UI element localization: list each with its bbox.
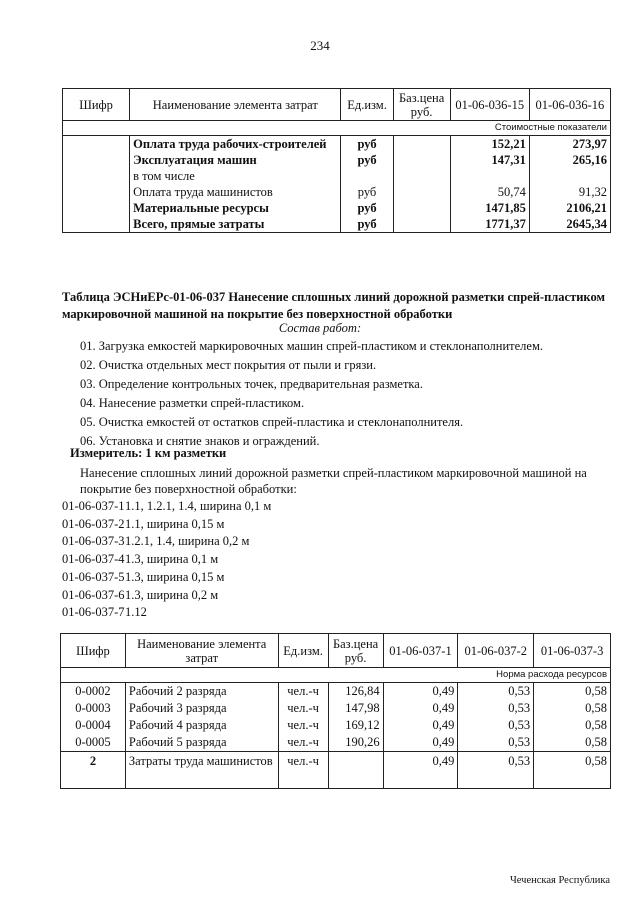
price-cell — [393, 136, 450, 153]
value-cell: 2645,34 — [529, 216, 610, 233]
value-cell: 0,49 — [383, 700, 458, 717]
code-number: 01-06-037-3 — [62, 534, 125, 549]
unit-cell: чел.-ч — [278, 752, 328, 789]
unit-cell — [341, 168, 393, 184]
code-description: 1.1, 1.2.1, 1.4, ширина 0,1 м — [125, 499, 272, 513]
work-item: 03. Определение контрольных точек, предварительная разметка. — [80, 377, 423, 391]
value-cell: 0,49 — [383, 752, 458, 789]
unit-cell: чел.-ч — [278, 734, 328, 752]
table-row — [61, 717, 611, 734]
header-cell: Наименование элемента затрат — [130, 89, 341, 121]
code-item — [62, 587, 271, 605]
name-cell: Оплата труда рабочих-строителей — [130, 136, 341, 153]
work-list — [80, 337, 543, 451]
header-cell: 01-06-037-1 — [383, 634, 458, 668]
resource-table — [60, 633, 611, 789]
value-cell: 0,58 — [534, 717, 611, 734]
name-cell: Затраты труда машинистов — [125, 752, 278, 789]
header-cell: Шифр — [63, 89, 130, 121]
measure-unit: Измеритель: 1 км разметки — [70, 446, 227, 460]
table-subheader: Норма расхода ресурсов — [61, 668, 611, 683]
table-row — [61, 752, 611, 789]
work-item: 05. Очистка емкостей от остатков спрей-пластика и стеклонаполнителя. — [80, 415, 464, 429]
page-number: 234 — [310, 38, 330, 53]
table-row — [63, 168, 611, 184]
table-row — [61, 734, 611, 752]
name-cell: в том числе — [130, 168, 341, 184]
name-cell: Материальные ресурсы — [130, 200, 341, 216]
value-cell: 0,58 — [534, 683, 611, 701]
cost-table — [62, 88, 611, 233]
value-cell — [450, 168, 529, 184]
price-cell: 190,26 — [328, 734, 383, 752]
name-cell: Оплата труда машинистов — [130, 184, 341, 200]
unit-cell: руб — [341, 152, 393, 168]
price-cell: 169,12 — [328, 717, 383, 734]
code-cell — [63, 216, 130, 233]
unit-cell: чел.-ч — [278, 683, 328, 701]
value-cell: 0,53 — [458, 717, 534, 734]
value-cell: 91,32 — [529, 184, 610, 200]
header-cell: Баз.цена руб. — [393, 89, 450, 121]
code-description: 1.3, ширина 0,15 м — [125, 569, 225, 584]
code-cell — [63, 136, 130, 153]
header-cell: 01-06-036-15 — [450, 89, 529, 121]
value-cell: 0,53 — [458, 734, 534, 752]
value-cell: 152,21 — [450, 136, 529, 153]
value-cell: 1471,85 — [450, 200, 529, 216]
code-description: 1.1, ширина 0,15 м — [125, 516, 225, 531]
table-row — [63, 152, 611, 168]
table-row — [63, 216, 611, 233]
table-subheader: Стоимостные показатели — [63, 121, 611, 136]
name-cell: Всего, прямые затраты — [130, 216, 341, 233]
price-cell — [328, 752, 383, 789]
code-item — [62, 551, 271, 569]
price-cell — [393, 152, 450, 168]
code-number: 01-06-037-7 — [62, 605, 125, 620]
value-cell: 0,58 — [534, 752, 611, 789]
header-cell: 01-06-036-16 — [529, 89, 610, 121]
name-cell: Рабочий 2 разряда — [125, 683, 278, 701]
name-cell: Рабочий 3 разряда — [125, 700, 278, 717]
price-cell — [393, 168, 450, 184]
price-cell — [393, 184, 450, 200]
name-cell: Рабочий 5 разряда — [125, 734, 278, 752]
code-cell — [63, 168, 130, 184]
unit-cell: руб — [341, 216, 393, 233]
code-description: 1.2.1, 1.4, ширина 0,2 м — [125, 534, 250, 549]
work-composition-heading: Состав работ: — [278, 321, 362, 335]
value-cell: 0,53 — [458, 752, 534, 789]
section-description: Нанесение сплошных линий дорожной разметки спрей-пластиком маркировочной машиной на покрытие без поверхностной обработки: — [80, 466, 587, 496]
header-cell: Ед.изм. — [278, 634, 328, 668]
value-cell: 147,31 — [450, 152, 529, 168]
name-cell: Рабочий 4 разряда — [125, 717, 278, 734]
table-row — [63, 200, 611, 216]
code-list — [62, 498, 271, 622]
price-cell: 126,84 — [328, 683, 383, 701]
code-item — [62, 498, 271, 516]
unit-cell: руб — [341, 184, 393, 200]
table-row — [61, 683, 611, 701]
code-cell: 0-0002 — [61, 683, 126, 701]
unit-cell: чел.-ч — [278, 700, 328, 717]
code-cell: 0-0003 — [61, 700, 126, 717]
code-item — [62, 533, 271, 551]
header-cell: Наименование элемента затрат — [125, 634, 278, 668]
work-item: 01. Загрузка емкостей маркировочных машин спрей-пластиком и стеклонаполнителем. — [80, 339, 544, 353]
unit-cell: чел.-ч — [278, 717, 328, 734]
value-cell: 1771,37 — [450, 216, 529, 233]
value-cell: 2106,21 — [529, 200, 610, 216]
table-row — [61, 700, 611, 717]
work-item: 02. Очистка отдельных мест покрытия от пыли и грязи. — [80, 358, 377, 372]
code-number: 01-06-037-2 — [62, 516, 125, 531]
value-cell: 50,74 — [450, 184, 529, 200]
code-cell: 2 — [61, 752, 126, 789]
footer-region: Чеченская Республика — [509, 875, 610, 886]
value-cell: 265,16 — [529, 152, 610, 168]
value-cell: 0,53 — [458, 683, 534, 701]
price-cell — [393, 200, 450, 216]
code-cell — [63, 200, 130, 216]
code-number: 01-06-037-4 — [62, 552, 125, 567]
price-cell: 147,98 — [328, 700, 383, 717]
header-cell: 01-06-037-3 — [534, 634, 611, 668]
value-cell: 273,97 — [529, 136, 610, 153]
code-number: 01-06-037-5 — [62, 569, 125, 584]
name-cell: Эксплуатация машин — [130, 152, 341, 168]
code-item — [62, 569, 271, 587]
code-cell — [63, 152, 130, 168]
work-item: 06. Установка и снятие знаков и ограждений. — [80, 434, 320, 448]
code-cell: 0-0004 — [61, 717, 126, 734]
unit-cell: руб — [341, 136, 393, 153]
value-cell: 0,49 — [383, 734, 458, 752]
table-row — [63, 136, 611, 153]
table-row — [63, 184, 611, 200]
code-description: 1.3, ширина 0,2 м — [125, 587, 219, 602]
code-number: 01-06-037-1 — [62, 499, 125, 513]
price-cell — [393, 216, 450, 233]
value-cell: 0,49 — [383, 717, 458, 734]
header-cell: 01-06-037-2 — [458, 634, 534, 668]
value-cell: 0,58 — [534, 700, 611, 717]
code-number: 01-06-037-6 — [62, 587, 125, 602]
section-title: Таблица ЭСНиЕРс-01-06-037 Нанесение сплошных линий дорожной разметки спрей-пластиком маркировочной машиной на покрытие без поверхностной обработки — [62, 290, 605, 321]
header-cell: Ед.изм. — [341, 89, 393, 121]
value-cell — [529, 168, 610, 184]
code-cell: 0-0005 — [61, 734, 126, 752]
code-cell — [63, 184, 130, 200]
code-item — [62, 604, 271, 622]
code-description: 1.12 — [125, 605, 147, 620]
code-description: 1.3, ширина 0,1 м — [125, 552, 219, 567]
unit-cell: руб — [341, 200, 393, 216]
work-item: 04. Нанесение разметки спрей-пластиком. — [80, 396, 305, 410]
table-header-row — [63, 89, 611, 121]
value-cell: 0,49 — [383, 683, 458, 701]
table-header-row — [61, 634, 611, 668]
value-cell: 0,58 — [534, 734, 611, 752]
code-item — [62, 516, 271, 534]
value-cell: 0,53 — [458, 700, 534, 717]
header-cell: Шифр — [61, 634, 126, 668]
header-cell: Баз.цена руб. — [328, 634, 383, 668]
